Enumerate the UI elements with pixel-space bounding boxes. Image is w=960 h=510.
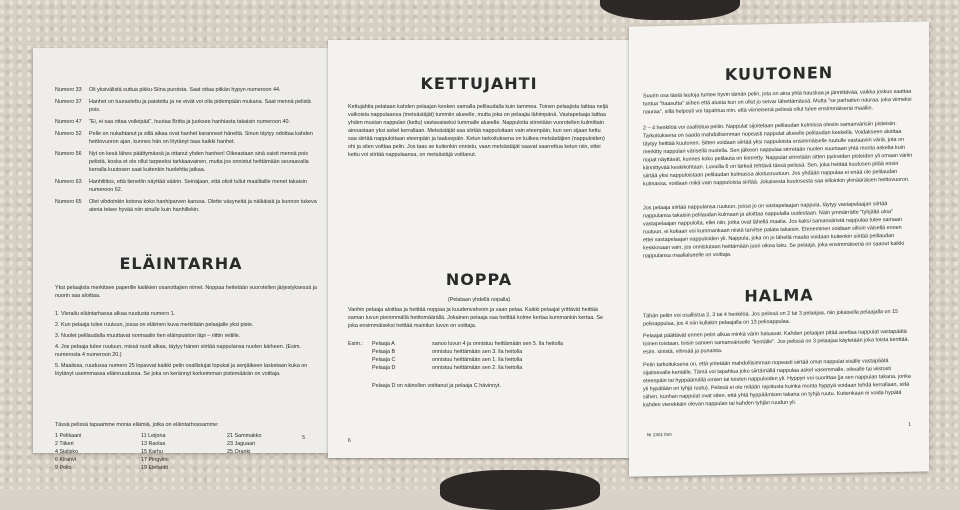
animal-item: 15 Karhu	[141, 449, 163, 455]
example-row: Pelaaja D onnistuu heittämään sen 2. lla heitolla	[372, 365, 523, 371]
elaintarha-title: ELÄINTARHA	[119, 254, 243, 273]
kuutonen-paragraph: Jos pelaaja siirtää nappulansa ruutuun, jossa jo on vastapelaajan nappula, täytyy vastapelaajan siirtää nappulansa takaisin pelilaudan kulmaan ja aloittaa nappulalla uudestaan. Näin ymmärrätte "tyhjältä uloa" vastapelaajan nappuloita, ellei niin, jotka ovat lähellä maalia. Jos kaksi samanväristä nappulaa tulee samaan ruutuun, ei kukaan voi kummankaan niistä tarvitse palata takaisin. Eteneminen voidaan silloin väisellä ennen ettei vastapelaajan nappuloiden yli. Nappula, joka on jo lähellä maalia voidaan kuitenkin siirtää pelilaudan keskiosaan vain, jos onnistutaan heittämään juuri oikea luku. Se pelaaja, joka ensimmäisenä on saanut kaikki nappulansa maalialueelle on voittaja.	[643, 201, 905, 260]
example-row: Pelaaja C onnistuu heittämään sen 1. lla heitolla	[372, 357, 523, 363]
animal-item: 23 Jaguaari	[227, 441, 256, 447]
animal-item: 17 Pingviini	[141, 457, 169, 463]
animal-item: 13 Raolas	[141, 441, 166, 447]
animal-item: 25 Oranki	[227, 449, 251, 455]
number-list	[55, 86, 323, 218]
list-item: Numero 63 Hanhiliitos, että tienetlin näyttää väärin. Seinäjaan, että olisit tullut maalilaille menet takaisin numeroon 62.	[55, 179, 307, 193]
noppa-text: Vanhin pelaaja aloittaa ja heittää noppaa ja kuudenvahvoin ja vaan pelaa. Kaikki pelaajat yrittävät heittää saman luvun pienimmällä heittomäärällä. Jokainen pelaaja saa heittää kolme kertaa kummankin kertaa. Se joka ensimmäiseksi heittää mainitun luvun on voittaja.	[348, 307, 603, 329]
animal-item: 21 Sammakko	[227, 433, 262, 439]
right-page	[629, 21, 929, 476]
animal-item: 6 Kirahvi	[55, 457, 76, 463]
noppa-title: NOPPA	[445, 270, 513, 289]
kettujahti-text: Kettujahtia pelataan kahden pelaajan kesken samalla pelilaudalla kuin tammea. Toinen pelaajista laittaa neljä valkoista nappulaansa (metsästäjät) tummiin alueelle, mutta joka on pelaajia lähimpänä. Vastapelaaja laittaa yhden mustan nappulan (kettu) vastavaiseksi tummalle alueelle. Nappuloita siirretään vuorotellen kulmittain ainoastaan yksi askel kerrallaan. Metsästäjät saa siirtää nappuloitaan vain eteenpäin, kun sen sijaan kettu saa siirtää nappuloitaan eteenpäin ja taaksepäin. Ketun tarkoituksena on kulkea metsästäjien (nappuloiden) ohi ja siten voittaa pelin. Jos taas se kuitenkin onnistu, vaan metsästäjät saavat saarrettua ketun niin, ettei kettu voi siirtää nappulaansa, on metsästäjä voittanut.	[348, 104, 609, 158]
example-row: Esim.: Pelaaja A sanoo luvun 4 ja onnistuu heittämään sen 5. lla heitolla	[348, 341, 563, 347]
middle-page	[328, 40, 630, 458]
rule-item: 4. Jos pelaaja tulee ruutuun, missä nuoli alkaa, täytyy hänen siirtää nappulansa nuolen kärkeen. (Esim. numerosta 4 numeroon 20.)	[55, 344, 302, 358]
noppa-conclusion: Pelaaja D on näinollen voittanut ja pelaaja C hävinnyt.	[372, 383, 501, 389]
list-item: Numero 52 Pelle on nukahtanut ja sillä aikaa ovat hanhet karanneet häneltä. Sinun täytyy odottaa kahden heittovuoron ajan, kunnes hän on löytänyt taas kaikki hanhet.	[55, 131, 313, 145]
animal-item: 2 Tiikeri	[55, 441, 74, 447]
halma-paragraph: Pelaajat päättävät ennen pelin alkua minkä värin haluavat. Kahden pelaajan pitää asettaa nappulat vastapäätä toinen toistaan, toisin sanoen samanväriselle "kentälle". Jos pelissä on 3 pelaajaa käytetään joka toista kenttää, esim. sinistä, vihreää ja punaista.	[643, 328, 910, 356]
page-number: 6	[348, 438, 351, 444]
animal-list	[55, 432, 321, 472]
animal-item: 9 Pollo	[55, 465, 72, 471]
kettujahti-title: KETTUJAHTI	[420, 74, 538, 93]
elaintarha-rules	[55, 310, 321, 381]
rule-item: 1. Vierailu eläintarhassa alkaa ruudusta numero 1.	[55, 311, 176, 317]
list-item: Numero 56 Nyt on kesä lähes päättymässä ja ottanut yhden hanhen! Oikeastaan sinä saisit mennä pois pelistä, koska et ole ollut tarpeeksi tarkkaavainen, mutta jos onnistut heittämään seuraavalla kerralla kuutosen saat kuitenkin huolehtia jatkaa.	[55, 151, 309, 173]
noppa-examples	[348, 340, 610, 372]
rule-item: 3. Nuolet pelilaudalla muuttavat normaalin tien eläinpuiston läpi – riittin reitille.	[55, 333, 241, 339]
list-item: Numero 37 Hanhet on tuurastettu ja paistettu ja ne eivät voi olla pidempään mukana. Saat mennä pelistä pois.	[55, 99, 311, 113]
kuutonen-title: KUUTONEN	[724, 63, 834, 84]
noppa-subtitle: (Pelataan yhdellä nopalla)	[447, 297, 511, 303]
animal-item: 4 Sialisko	[55, 449, 79, 455]
left-page	[33, 48, 329, 471]
example-row: Pelaaja B onnistuu heittämään sen 3. lla heitolla	[372, 349, 523, 355]
animal-item	[227, 464, 313, 472]
elaintarha-intro: Yksi pelaajista merkitsee paperille kaikkien osanottajien nimet. Noppaa heitetään vuorotellen järjestyksessä ja nuorin saa aloittaa.	[55, 285, 317, 299]
page-number: 5	[302, 435, 305, 441]
animal-list-lead: Tässä pelissä tapaamme monia eläimiä, jotka on eläintarhossamme:	[55, 422, 219, 428]
dark-rug-patch	[440, 470, 600, 510]
kuutonen-paragraph: 2 – 4 henkilöä voi osallistua peliin. Nappulat sijoitetaan pelilaudan kulmissa oleviin samanvärisiin pisteisiin. Tarkoituksena on saada mahdollisimman nopeasti nappulat alueelle pelilaudan keskellä. Voidakseen aloittaa täytyy heittää kuutonen. Sitten voidaan siirtää yksi nappuloista ensimmäiselle ruutulle vastaaviin väriä, jota on merkitty nappulan värisellä nuolella. Sen jälkeen nappulaa siirretään nuolen suuntaan yhtä monta askelta kuin nopat näyttävät, kunnes koko pelilauta on kierretty. Nappulat siirretään sitten pyöreiden pisteiden yli omaan väriin kiinnittyvää keskikohtaan. Luvuilla 6 on tärkeä tehtävä tässä pelissä. Sen, joka heittää kuutosen pitää ensin siirtää yksi nappuloistaan pelilaudan kulmassa aloitusruutuun. Jos yhdään nappulaa ei enää ole pelilaudan kulmassa, voidaan mikä vain nappuloista siirtää. Jokaisesta kuutosesta saa silloinkin ylimääräisen heittovuoron.	[643, 120, 913, 188]
page-number: 1	[908, 421, 911, 428]
kuutonen-intro: Suurin osa tästä lautoja tuntee hyvin tämän pelin, jota on aina yhtä hauskaa ja jännittävää, vaikka joskus saattaa tuntua "haasutta" siihen että alusta kun on ollut jo seivar lähettämässä. Mutta "se parhaiten nauraa, joka viimeksi nauraa", sillä helposti voi tapahtua niin, että viimeisenä pelissä ollut tulee ensimmäisenä maaliin.	[643, 88, 912, 116]
rule-item: 2. Kun pelaaja tulee ruutuun, jossa on eläimen kuva merkitään pelaajalle yksi piste.	[55, 322, 254, 328]
halma-paragraph: Tähän peliin voi osallistua 2, 3 tai 4 henkilöä. Jos pelissä on 2 tai 3 pelaajaa, niin jokaisella pelaajalla on 15 pelinappulaa, jos 4 niin kullakin pelaajalla on 13 pelinappulaa.	[643, 308, 899, 328]
animal-item: 19 Elefantti	[141, 465, 168, 471]
product-code: Nr 2301 fnm	[647, 431, 672, 438]
list-item: Numero 47 "Ei, ei saa ottaa voileipää", huutaa Britta ja juoksee hanhiasta takaisin numeroon 40.	[55, 119, 291, 125]
animal-item	[227, 456, 313, 464]
halma-title: HALMA	[744, 285, 814, 306]
animal-item: 11 Leijona	[141, 433, 166, 439]
animal-item: 1 Pelikaani	[55, 433, 82, 439]
list-item: Numero 65 Olet vihdoinkin kotona koko hanhiparven kanssa. Olette väsyneitä ja nälkäisiä ja kunnon tukeva ateria tekee hyvää niin sinulle kuin hanhillekin.	[55, 199, 317, 213]
list-item: Numero 33 Oli yksivälistä suttua pikku-Siina puroista. Saat ottaa pitkän hypyn numeroon 44.	[55, 87, 281, 93]
rule-item: 5. Maalissa, ruudussa numero 25 lopavvat kaikki pelin osallistujat lopukal ja senjälkeen lasketaan kuka on löytänyt useimmassa eläinruudussa. Se joka on kerännyt korkeimman pistemäärän on voittaja.	[55, 363, 308, 377]
halma-paragraph: Pelin tarkoituksena on, että yritetään mahdollisimman nopeasti siirtää omat nappulat sisälle vastapäätä sijaitsevalle kentälle. Tämä voi tapahtua joko siirtämällä nappulaa askel vasemmalle, oikealle tai viistosti eteenpäin tai hyppäämällä omien tai toisten nappuloiden yli. Hyppyn voi suorittaa (ja sen nappulan takana, jonka yli hypätään on tyhjä ruutu). Pelissä ei ole mitään rajoitusta kuinka monta hyppyä voidaan tehdä kerrallaan, siitä siihen, kunhan nappulat ovat siten, että yhtä hyppäämisen takana on tyhjä ruutu. Kuitenkaan ei voida hypätä kahden vierekkäin olevan nappulan tai kahden tyhjän ruudun yli.	[643, 358, 911, 409]
